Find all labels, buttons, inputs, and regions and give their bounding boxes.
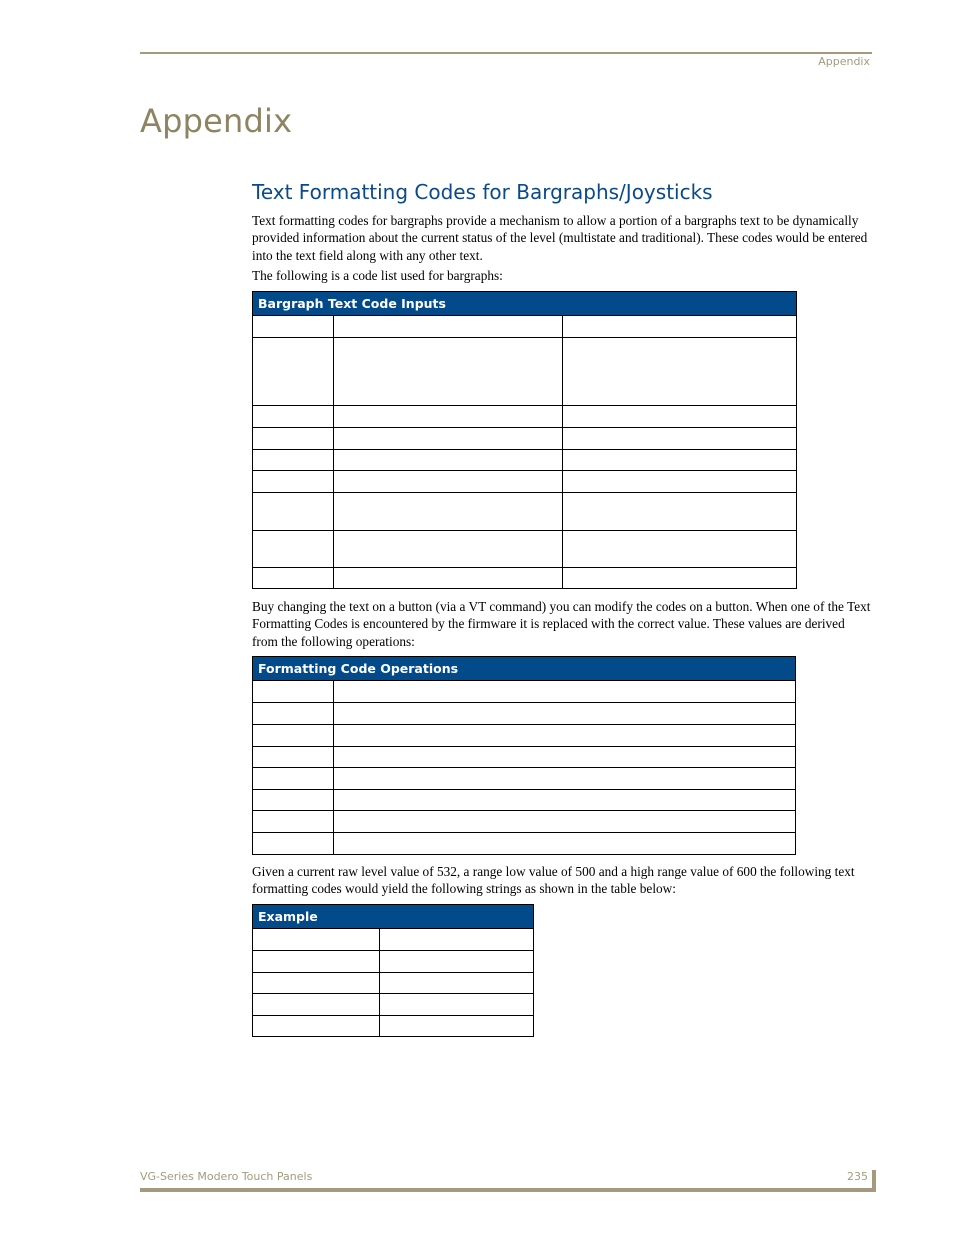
table-row	[253, 768, 796, 790]
table-row	[253, 1016, 534, 1037]
table-row	[253, 316, 797, 338]
formatting-code-operations-table	[252, 656, 796, 855]
table-row	[253, 951, 534, 973]
page-title: Appendix	[140, 102, 293, 140]
table-row	[253, 681, 796, 703]
header-rule	[140, 52, 872, 54]
example-paragraph: Given a current raw level value of 532, a range low value of 500 and a high range value of 600 the following text formatting codes would yield the following strings as shown in the table below:	[252, 864, 855, 897]
table-row	[253, 811, 796, 833]
table-row	[253, 703, 796, 725]
section-title: Text Formatting Codes for Bargraphs/Joysticks	[252, 180, 713, 204]
table-header: Bargraph Text Code Inputs	[253, 292, 797, 316]
table-row	[253, 406, 797, 428]
table-row	[253, 973, 534, 994]
table-row	[253, 471, 797, 493]
table-row	[253, 833, 796, 855]
bargraph-text-code-inputs-table	[252, 291, 797, 589]
table-row	[253, 929, 534, 951]
running-head: Appendix	[818, 55, 870, 68]
table-row	[253, 994, 534, 1016]
footer-product: VG-Series Modero Touch Panels	[140, 1170, 313, 1183]
page-number: 235	[847, 1170, 868, 1183]
footer-rule	[140, 1188, 876, 1192]
example-table	[252, 904, 534, 1037]
table-row	[253, 725, 796, 747]
list-intro: The following is a code list used for bargraphs:	[252, 268, 503, 283]
table-row	[253, 450, 797, 471]
table-header: Example	[253, 905, 534, 929]
table-row	[253, 790, 796, 811]
table-row	[253, 568, 797, 589]
table-header: Formatting Code Operations	[253, 657, 796, 681]
middle-paragraph: Buy changing the text on a button (via a VT command) you can modify the codes on a button. When one of the Text Formatting Codes is encountered by the firmware it is replaced with the correct value. These values are derived from the following operations:	[252, 599, 871, 649]
table-row	[253, 747, 796, 768]
table-row	[253, 531, 797, 568]
table-row	[253, 338, 797, 406]
table-row	[253, 493, 797, 531]
intro-paragraph: Text formatting codes for bargraphs provide a mechanism to allow a portion of a bargraphs text to be dynamically provided information about the current status of the level (multistate and traditional). These codes would be entered into the text field along with any other text.	[252, 213, 868, 263]
table-row	[253, 428, 797, 450]
